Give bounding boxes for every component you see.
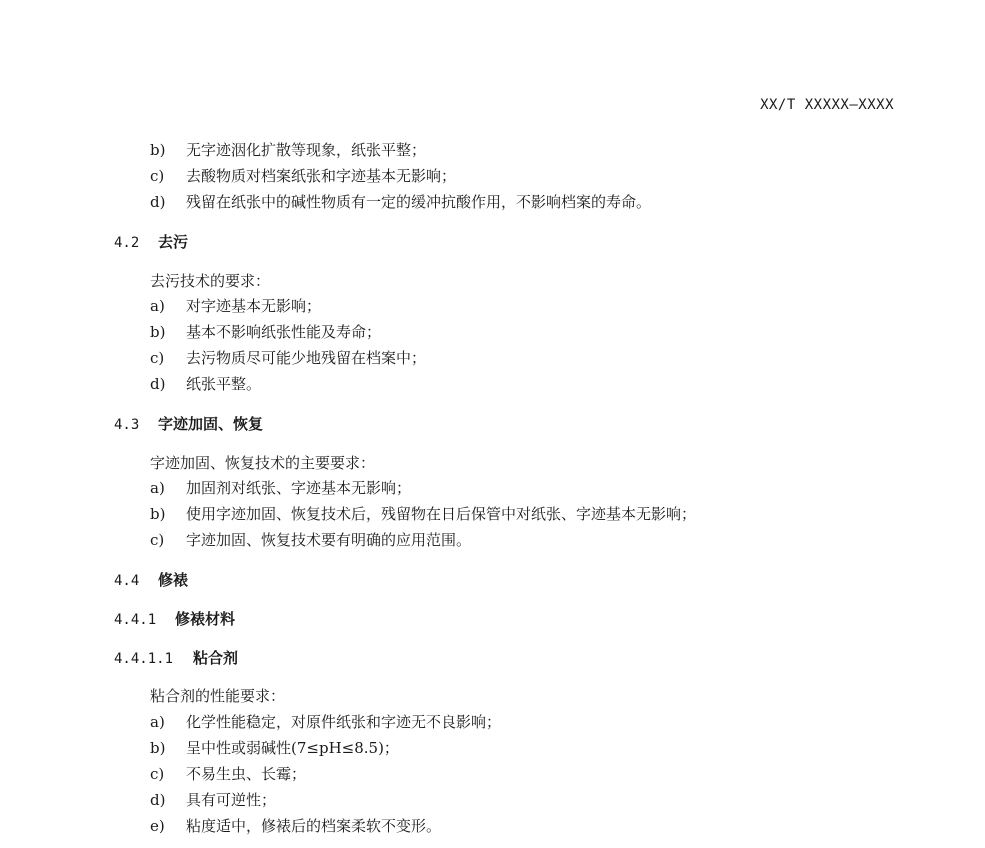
section-number: 4.4.1.1 — [114, 651, 174, 667]
list-marker: c) — [150, 167, 165, 185]
section-intro: 粘合剂的性能要求： — [150, 687, 286, 705]
list-marker: c) — [150, 531, 165, 549]
section-number: 4.2 — [114, 235, 140, 251]
section-title: 粘合剂 — [193, 649, 239, 667]
list-item — [150, 348, 426, 368]
section-heading-4-3 — [114, 414, 263, 435]
list-marker: a) — [150, 297, 165, 315]
list-text: 使用字迹加固、恢复技术后，残留物在日后保管中对纸张、字迹基本无影响； — [186, 505, 697, 523]
list-text: 纸张平整。 — [186, 375, 262, 393]
list-marker: e) — [150, 817, 165, 835]
section-title: 去污 — [158, 233, 189, 251]
section-number: 4.4 — [114, 573, 140, 589]
list-marker: b) — [150, 141, 166, 159]
list-text: 不易生虫、长霉； — [186, 765, 307, 783]
list-text: 粘度适中，修裱后的档案柔软不变形。 — [186, 817, 442, 835]
list-text: 基本不影响纸张性能及寿命； — [186, 323, 382, 341]
list-item — [150, 738, 399, 758]
list-item — [150, 504, 696, 524]
list-marker: d) — [150, 791, 166, 809]
list-item — [150, 166, 456, 186]
list-marker: b) — [150, 323, 166, 341]
list-text: 具有可逆性； — [186, 791, 277, 809]
list-item — [150, 140, 426, 160]
list-text: 残留在纸张中的碱性物质有一定的缓冲抗酸作用，不影响档案的寿命。 — [186, 193, 652, 211]
list-item — [150, 374, 261, 394]
section-intro: 去污技术的要求： — [150, 272, 271, 290]
list-item — [150, 322, 381, 342]
list-marker: d) — [150, 193, 166, 211]
list-text: 去酸物质对档案纸张和字迹基本无影响； — [186, 167, 457, 185]
list-item — [150, 296, 321, 316]
section-number: 4.3 — [114, 417, 140, 433]
section-title: 修裱材料 — [175, 610, 236, 628]
list-item — [150, 478, 411, 498]
section-title: 修裱 — [158, 571, 189, 589]
list-marker: c) — [150, 349, 165, 367]
list-item — [150, 790, 276, 810]
list-marker: a) — [150, 713, 165, 731]
list-text: 呈中性或弱碱性(7≤pH≤8.5)； — [186, 739, 399, 757]
section-heading-4-4-1 — [114, 609, 235, 630]
list-marker: c) — [150, 765, 165, 783]
section-heading-4-2 — [114, 232, 188, 253]
list-item — [150, 712, 501, 732]
standard-code: XX/T XXXXX—XXXX — [760, 97, 894, 113]
list-item — [150, 192, 651, 212]
list-item — [150, 816, 441, 836]
list-marker: b) — [150, 505, 166, 523]
list-marker: a) — [150, 479, 165, 497]
section-intro: 字迹加固、恢复技术的主要要求： — [150, 454, 376, 472]
list-text: 字迹加固、恢复技术要有明确的应用范围。 — [186, 531, 472, 549]
list-text: 加固剂对纸张、字迹基本无影响； — [186, 479, 412, 497]
list-item — [150, 530, 471, 550]
list-text: 无字迹洇化扩散等现象，纸张平整； — [186, 141, 427, 159]
section-heading-4-4 — [114, 570, 188, 591]
list-text: 去污物质尽可能少地残留在档案中； — [186, 349, 427, 367]
section-title: 字迹加固、恢复 — [158, 415, 264, 433]
section-number: 4.4.1 — [114, 612, 157, 628]
list-text: 化学性能稳定，对原件纸张和字迹无不良影响； — [186, 713, 502, 731]
list-text: 对字迹基本无影响； — [186, 297, 322, 315]
section-heading-4-4-1-1 — [114, 648, 238, 669]
list-marker: d) — [150, 375, 166, 393]
list-item — [150, 764, 306, 784]
list-marker: b) — [150, 739, 166, 757]
